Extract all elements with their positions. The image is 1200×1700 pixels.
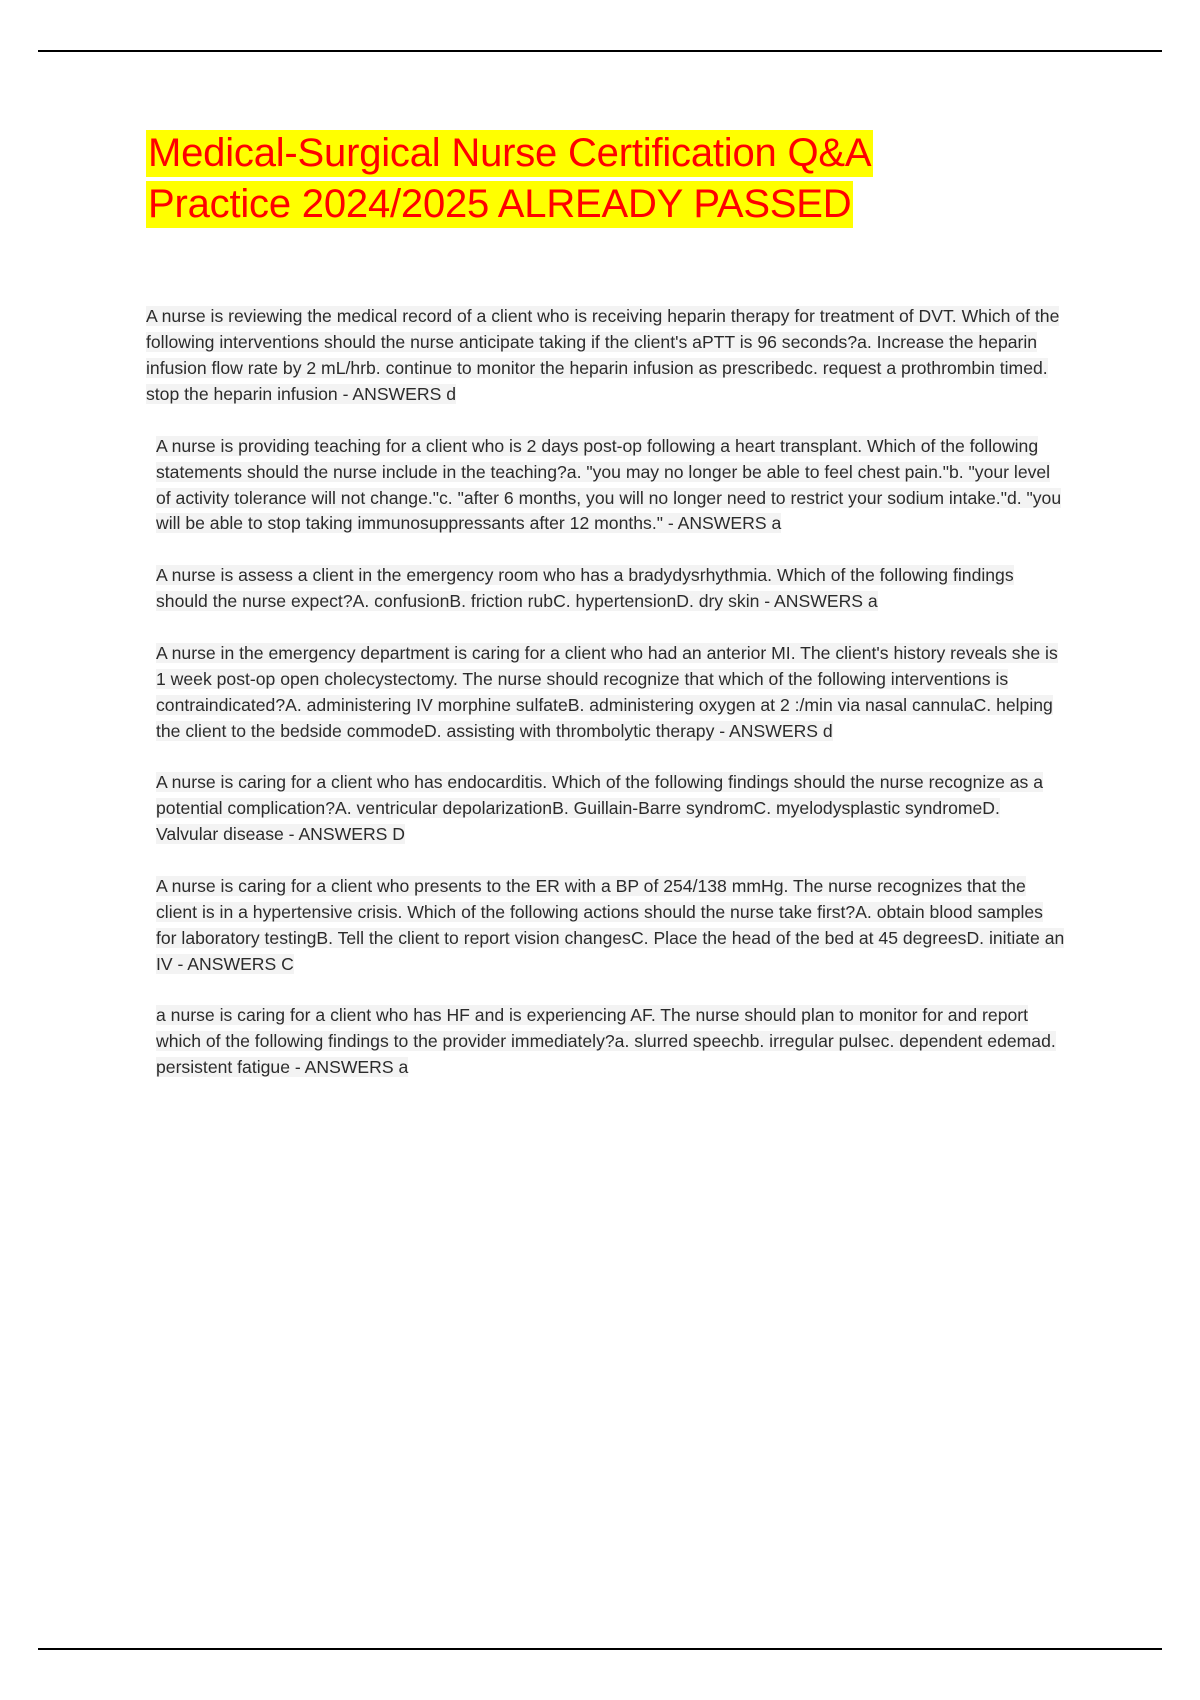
qa-item	[146, 1003, 1066, 1081]
qa-item	[146, 434, 1066, 537]
qa-item-text: A nurse is assess a client in the emergency room who has a bradydysrhythmia. Which of the following findings should the nurse expect?A. confusionB. friction rubC. hypertensionD. dry skin - ANSWERS a	[156, 565, 1014, 612]
qa-list	[146, 304, 1066, 1081]
header-divider	[38, 50, 1162, 52]
qa-item	[146, 874, 1066, 977]
qa-item	[146, 563, 1066, 615]
qa-item-text: A nurse is caring for a client who has endocarditis. Which of the following findings should the nurse recognize as a potential complication?A. ventricular depolarizationB. Guillain-Barre syndromC. myelodysplastic syndromeD. Valvular disease - ANSWERS D	[156, 772, 1044, 845]
page-title	[146, 128, 1066, 230]
qa-item	[146, 770, 1066, 848]
qa-item-text: a nurse is caring for a client who has HF and is experiencing AF. The nurse should plan to monitor for and report which of the following findings to the provider immediately?a. slurred speechb. irregular pulsec. dependent edemad. persistent fatigue - ANSWERS a	[156, 1005, 1056, 1078]
qa-item	[146, 304, 1066, 407]
footer-divider	[38, 1648, 1162, 1650]
qa-item	[146, 641, 1066, 744]
page-title-line-2: Practice 2024/2025 ALREADY PASSED	[148, 182, 852, 227]
qa-item-text: A nurse is reviewing the medical record of a client who is receiving heparin therapy for treatment of DVT. Which of the following interventions should the nurse anticipate taking if the client's aPTT is 96 seconds?a. Increase the heparin infusion flow rate by 2 mL/hrb. continue to monitor the heparin infusion as prescribedc. request a prothrombin timed. stop the heparin infusion - ANSWERS d	[146, 306, 1060, 404]
page-title-line-1: Medical-Surgical Nurse Certification Q&A	[148, 131, 872, 175]
qa-item-text: A nurse in the emergency department is caring for a client who had an anterior MI. The client's history reveals she is 1 week post-op open cholecystectomy. The nurse should recognize that which of the following interventions is contraindicated?A. administering IV morphine sulfateB. administering oxygen at 2 :/min via nasal cannulaC. helping the client to the bedside commodeD. assisting with thrombolytic therapy - ANSWERS d	[156, 642, 1058, 741]
qa-item-text: A nurse is caring for a client who presents to the ER with a BP of 254/138 mmHg. The nurse recognizes that the client is in a hypertensive crisis. Which of the following actions should the nurse take first?A. obtain blood samples for laboratory testingB. Tell the client to report vision changesC. Place the head of the bed at 45 degreesD. initiate an IV - ANSWERS C	[156, 875, 1065, 974]
qa-item-text: A nurse is providing teaching for a client who is 2 days post-op following a heart transplant. Which of the following statements should the nurse include in the teaching?a. "you may no longer be able to feel chest pain."b. "your level of activity tolerance will not change."c. "after 6 months, you will no longer need to restrict your sodium intake."d. "you will be able to stop taking immunosuppressants after 12 months." - ANSWERS a	[156, 435, 1062, 534]
document-content	[146, 128, 1066, 1107]
